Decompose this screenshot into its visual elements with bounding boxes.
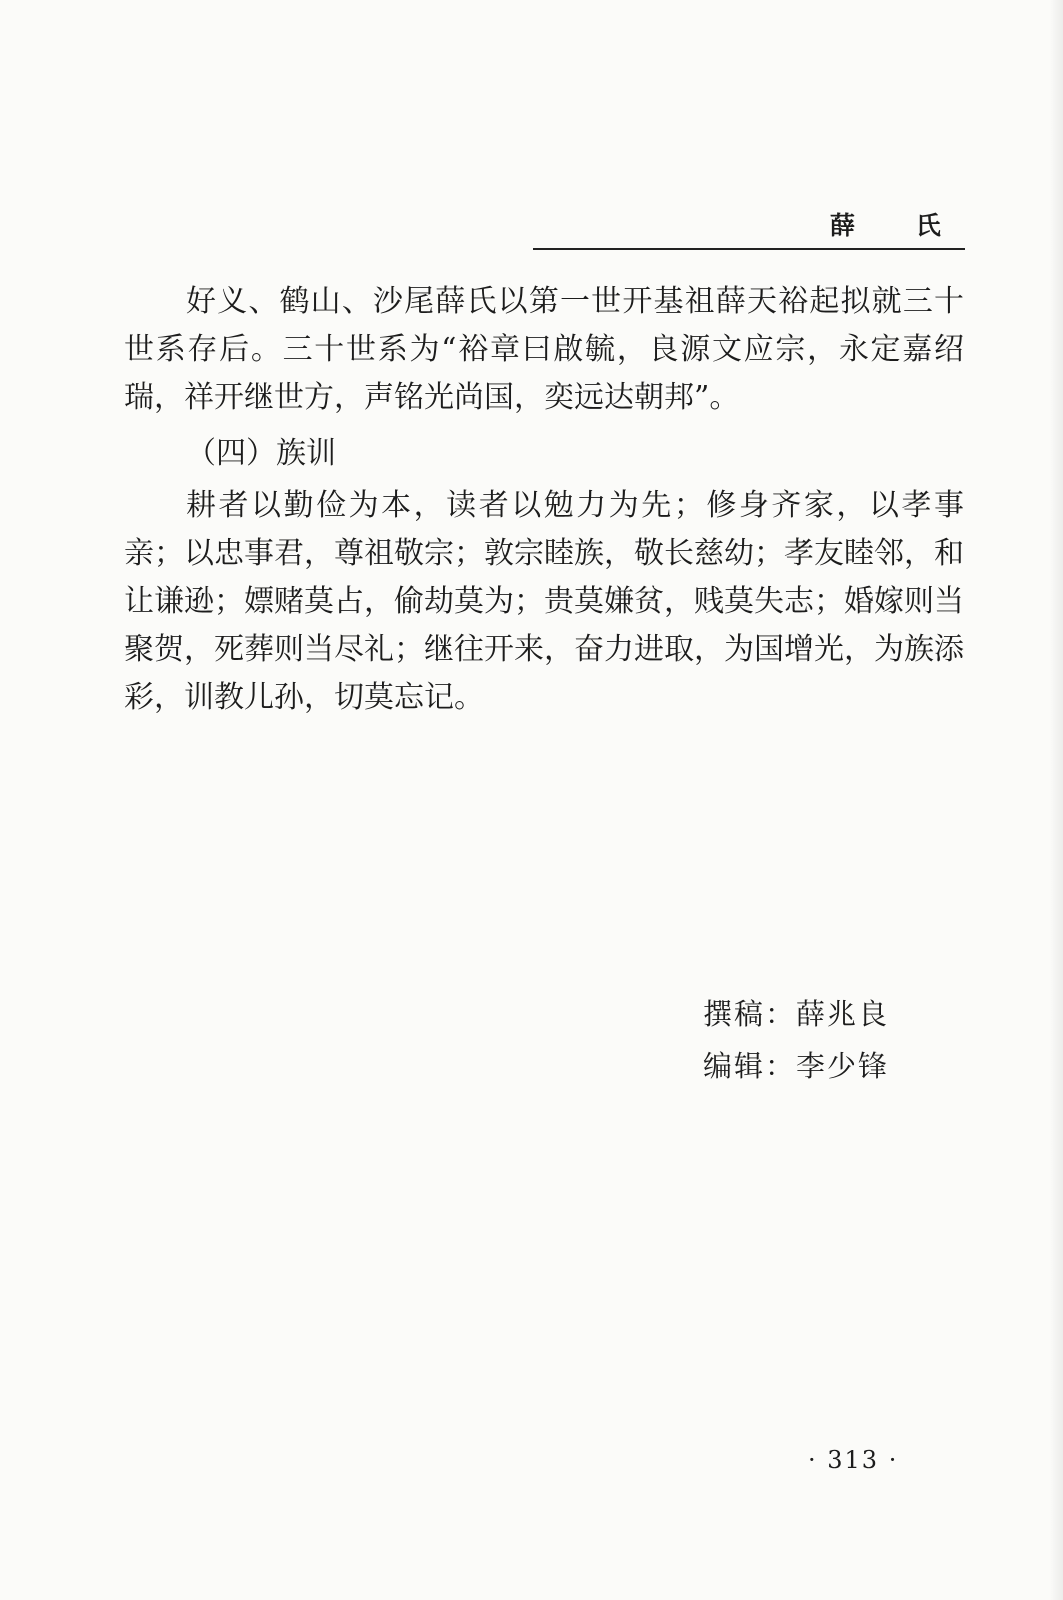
credit-writer: 撰稿：薛兆良 (703, 997, 890, 1031)
running-header-title: 薛 氏 (830, 211, 967, 240)
page-edge-shadow (1049, 0, 1063, 1600)
section-heading-clan-precepts: （四）族训 (186, 436, 336, 471)
credits-block (703, 988, 889, 1092)
paragraph-clan-precepts: 耕者以勤俭为本，读者以勉力为先；修身齐家，以孝事亲；以忠事君，尊祖敬宗；敦宗睦族，敬长慈幼；孝友睦邻，和让谦逊；嫖赌莫占，偷劫莫为；贵莫嫌贫，贱莫失志；婚嫁则当聚贺，死葬则当尽礼；继往开来，奋力进取，为国增光，为族添彩，训教儿孙，切莫忘记。 (124, 488, 964, 715)
credit-editor: 编辑：李少锋 (703, 1049, 890, 1083)
page-number: · 313 · (808, 1446, 899, 1474)
paragraph-generation-names: 好义、鹤山、沙尾薛氏以第一世开基祖薛天裕起拟就三十世系存后。三十世系为“裕章曰啟毓，良源文应宗，永定嘉绍瑞，祥开继世方，声铭光尚国，奕远达朝邦”。 (124, 284, 964, 415)
header-rule-divider (533, 248, 965, 250)
